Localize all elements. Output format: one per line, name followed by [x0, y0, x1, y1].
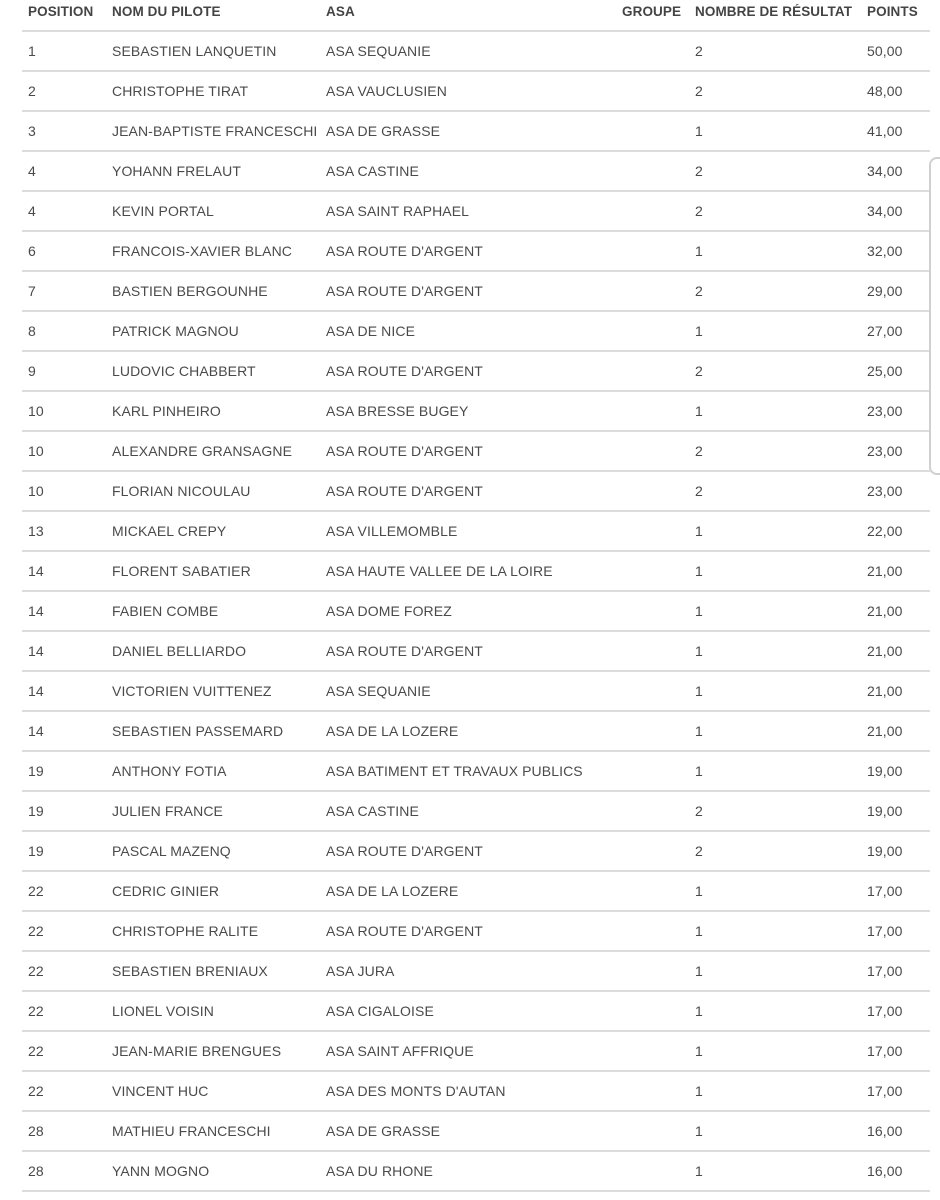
table-row[interactable] [22, 272, 930, 312]
cell-points: 29,00 [867, 283, 903, 299]
cell-pilote: PATRICK MAGNOU [112, 323, 239, 339]
cell-nombre-resultat: 2 [695, 843, 703, 859]
table-row[interactable] [22, 192, 930, 232]
cell-pilote: CHRISTOPHE RALITE [112, 923, 259, 939]
cell-points: 41,00 [867, 123, 903, 139]
cell-pilote: DANIEL BELLIARDO [112, 643, 247, 659]
cell-asa: ASA BATIMENT ET TRAVAUX PUBLICS [326, 763, 583, 779]
cell-pilote: KEVIN PORTAL [112, 203, 214, 219]
cell-nombre-resultat: 1 [695, 563, 703, 579]
cell-asa: ASA DE NICE [326, 323, 416, 339]
cell-points: 23,00 [867, 443, 903, 459]
cell-position: 14 [28, 723, 44, 739]
cell-points: 22,00 [867, 523, 903, 539]
cell-nombre-resultat: 2 [695, 163, 703, 179]
table-row[interactable] [22, 472, 930, 512]
cell-pilote: SEBASTIEN BRENIAUX [112, 963, 268, 979]
cell-nombre-resultat: 2 [695, 283, 703, 299]
cell-position: 14 [28, 683, 44, 699]
table-row[interactable] [22, 872, 930, 912]
table-row[interactable] [22, 1152, 930, 1192]
cell-pilote: FRANCOIS-XAVIER BLANC [112, 243, 292, 259]
cell-position: 22 [28, 923, 44, 939]
cell-nombre-resultat: 1 [695, 1083, 703, 1099]
table-row[interactable] [22, 992, 930, 1032]
cell-points: 16,00 [867, 1163, 903, 1179]
cell-nombre-resultat: 1 [695, 723, 703, 739]
cell-position: 9 [28, 363, 36, 379]
cell-asa: ASA VAUCLUSIEN [326, 83, 447, 99]
cell-nombre-resultat: 1 [695, 1003, 703, 1019]
cell-position: 22 [28, 1043, 44, 1059]
cell-nombre-resultat: 2 [695, 483, 703, 499]
cell-pilote: MATHIEU FRANCESCHI [112, 1123, 271, 1139]
cell-position: 22 [28, 1083, 44, 1099]
table-row[interactable] [22, 1112, 930, 1152]
cell-position: 22 [28, 963, 44, 979]
cell-pilote: JULIEN FRANCE [112, 803, 223, 819]
cell-nombre-resultat: 1 [695, 603, 703, 619]
cell-nombre-resultat: 2 [695, 803, 703, 819]
cell-asa: ASA CASTINE [326, 803, 419, 819]
header-groupe[interactable]: GROUPE [622, 4, 682, 19]
cell-pilote: CHRISTOPHE TIRAT [112, 83, 249, 99]
cell-points: 16,00 [867, 1123, 903, 1139]
cell-points: 17,00 [867, 963, 903, 979]
cell-asa: ASA ROUTE D'ARGENT [326, 843, 483, 859]
cell-points: 17,00 [867, 1003, 903, 1019]
cell-asa: ASA SEQUANIE [326, 43, 431, 59]
cell-position: 19 [28, 803, 44, 819]
cell-points: 17,00 [867, 1043, 903, 1059]
cell-asa: ASA SAINT RAPHAEL [326, 203, 470, 219]
cell-asa: ASA DES MONTS D'AUTAN [326, 1083, 506, 1099]
table-row[interactable] [22, 592, 930, 632]
cell-pilote: JEAN-BAPTISTE FRANCESCHI [112, 123, 318, 139]
table-row[interactable] [22, 152, 930, 192]
header-asa[interactable]: ASA [326, 4, 355, 19]
cell-nombre-resultat: 1 [695, 403, 703, 419]
cell-position: 28 [28, 1123, 44, 1139]
cell-pilote: KARL PINHEIRO [112, 403, 221, 419]
header-pilote[interactable]: NOM DU PILOTE [112, 4, 221, 19]
table-row[interactable] [22, 752, 930, 792]
cell-position: 14 [28, 563, 44, 579]
cell-asa: ASA ROUTE D'ARGENT [326, 443, 483, 459]
cell-points: 34,00 [867, 163, 903, 179]
cell-position: 10 [28, 403, 44, 419]
cell-nombre-resultat: 1 [695, 1043, 703, 1059]
cell-points: 19,00 [867, 803, 903, 819]
cell-position: 14 [28, 603, 44, 619]
table-row[interactable] [22, 672, 930, 712]
cell-pilote: YOHANN FRELAUT [112, 163, 241, 179]
cell-asa: ASA DE LA LOZERE [326, 723, 459, 739]
table-row[interactable] [22, 552, 930, 592]
cell-position: 13 [28, 523, 44, 539]
header-nombre-resultat[interactable]: NOMBRE DE RÉSULTAT [695, 4, 853, 19]
cell-pilote: SEBASTIEN PASSEMARD [112, 723, 284, 739]
cell-pilote: MICKAEL CREPY [112, 523, 227, 539]
cell-nombre-resultat: 1 [695, 963, 703, 979]
cell-pilote: PASCAL MAZENQ [112, 843, 231, 859]
cell-asa: ASA DE GRASSE [326, 1123, 441, 1139]
cell-position: 22 [28, 1003, 44, 1019]
table-row[interactable] [22, 112, 930, 152]
cell-points: 50,00 [867, 43, 903, 59]
cell-points: 21,00 [867, 683, 903, 699]
cell-nombre-resultat: 1 [695, 643, 703, 659]
cell-pilote: ANTHONY FOTIA [112, 763, 227, 779]
cell-asa: ASA DOME FOREZ [326, 603, 452, 619]
cell-asa: ASA ROUTE D'ARGENT [326, 243, 483, 259]
cell-position: 2 [28, 83, 36, 99]
table-row[interactable] [22, 952, 930, 992]
cell-asa: ASA JURA [326, 963, 395, 979]
cell-nombre-resultat: 2 [695, 363, 703, 379]
table-row[interactable] [22, 632, 930, 672]
cell-nombre-resultat: 2 [695, 43, 703, 59]
cell-points: 23,00 [867, 483, 903, 499]
cell-pilote: ALEXANDRE GRANSAGNE [112, 443, 293, 459]
table-row[interactable] [22, 352, 930, 392]
cell-position: 1 [28, 43, 36, 59]
cell-position: 4 [28, 163, 36, 179]
cell-asa: ASA ROUTE D'ARGENT [326, 643, 483, 659]
table-row[interactable] [22, 392, 930, 432]
cell-nombre-resultat: 2 [695, 203, 703, 219]
header-position[interactable]: POSITION [28, 4, 94, 19]
cell-asa: ASA ROUTE D'ARGENT [326, 363, 483, 379]
cell-points: 21,00 [867, 603, 903, 619]
cell-pilote: SEBASTIEN LANQUETIN [112, 43, 277, 59]
cell-position: 28 [28, 1163, 44, 1179]
cell-asa: ASA DE GRASSE [326, 123, 441, 139]
cell-nombre-resultat: 1 [695, 323, 703, 339]
cell-asa: ASA ROUTE D'ARGENT [326, 923, 483, 939]
cell-points: 23,00 [867, 403, 903, 419]
table-row[interactable] [22, 432, 930, 472]
cell-nombre-resultat: 1 [695, 1163, 703, 1179]
cell-points: 32,00 [867, 243, 903, 259]
cell-pilote: JEAN-MARIE BRENGUES [112, 1043, 282, 1059]
cell-pilote: LIONEL VOISIN [112, 1003, 214, 1019]
cell-nombre-resultat: 1 [695, 883, 703, 899]
side-panel-tab[interactable] [929, 157, 940, 475]
table-row[interactable] [22, 712, 930, 752]
table-row[interactable] [22, 232, 930, 272]
cell-nombre-resultat: 2 [695, 443, 703, 459]
cell-points: 17,00 [867, 883, 903, 899]
cell-position: 22 [28, 883, 44, 899]
cell-asa: ASA CIGALOISE [326, 1003, 434, 1019]
cell-nombre-resultat: 1 [695, 923, 703, 939]
cell-asa: ASA VILLEMOMBLE [326, 523, 458, 539]
ranking-table [22, 0, 930, 1192]
cell-position: 7 [28, 283, 36, 299]
cell-position: 4 [28, 203, 36, 219]
table-row[interactable] [22, 1032, 930, 1072]
table-body [22, 32, 930, 1192]
cell-points: 34,00 [867, 203, 903, 219]
cell-nombre-resultat: 1 [695, 683, 703, 699]
cell-asa: ASA CASTINE [326, 163, 419, 179]
cell-pilote: FABIEN COMBE [112, 603, 219, 619]
cell-position: 19 [28, 843, 44, 859]
cell-nombre-resultat: 2 [695, 83, 703, 99]
cell-points: 48,00 [867, 83, 903, 99]
cell-points: 19,00 [867, 843, 903, 859]
cell-points: 25,00 [867, 363, 903, 379]
table-row[interactable] [22, 72, 930, 112]
cell-position: 10 [28, 483, 44, 499]
cell-pilote: CEDRIC GINIER [112, 883, 220, 899]
cell-position: 10 [28, 443, 44, 459]
cell-asa: ASA DE LA LOZERE [326, 883, 459, 899]
cell-pilote: FLORENT SABATIER [112, 563, 251, 579]
cell-nombre-resultat: 1 [695, 123, 703, 139]
cell-asa: ASA BRESSE BUGEY [326, 403, 469, 419]
cell-points: 19,00 [867, 763, 903, 779]
table-row[interactable] [22, 832, 930, 872]
cell-asa: ASA ROUTE D'ARGENT [326, 283, 483, 299]
cell-nombre-resultat: 1 [695, 1123, 703, 1139]
cell-pilote: LUDOVIC CHABBERT [112, 363, 256, 379]
cell-points: 17,00 [867, 1083, 903, 1099]
table-row[interactable] [22, 912, 930, 952]
cell-asa: ASA ROUTE D'ARGENT [326, 483, 483, 499]
cell-pilote: FLORIAN NICOULAU [112, 483, 251, 499]
cell-pilote: VINCENT HUC [112, 1083, 209, 1099]
cell-asa: ASA SAINT AFFRIQUE [326, 1043, 474, 1059]
cell-asa: ASA HAUTE VALLEE DE LA LOIRE [326, 563, 553, 579]
cell-nombre-resultat: 1 [695, 763, 703, 779]
cell-asa: ASA DU RHONE [326, 1163, 433, 1179]
table-row[interactable] [22, 512, 930, 552]
cell-nombre-resultat: 1 [695, 523, 703, 539]
cell-nombre-resultat: 1 [695, 243, 703, 259]
cell-pilote: YANN MOGNO [112, 1163, 210, 1179]
cell-pilote: VICTORIEN VUITTENEZ [112, 683, 272, 699]
cell-points: 17,00 [867, 923, 903, 939]
table-row[interactable] [22, 792, 930, 832]
cell-pilote: BASTIEN BERGOUNHE [112, 283, 268, 299]
cell-position: 19 [28, 763, 44, 779]
table-header [22, 0, 930, 32]
cell-position: 14 [28, 643, 44, 659]
header-points[interactable]: POINTS [867, 4, 918, 19]
cell-points: 21,00 [867, 563, 903, 579]
cell-points: 27,00 [867, 323, 903, 339]
table-row[interactable] [22, 1072, 930, 1112]
cell-position: 8 [28, 323, 36, 339]
cell-points: 21,00 [867, 643, 903, 659]
cell-asa: ASA SEQUANIE [326, 683, 431, 699]
table-row[interactable] [22, 312, 930, 352]
cell-points: 21,00 [867, 723, 903, 739]
cell-position: 3 [28, 123, 36, 139]
cell-position: 6 [28, 243, 36, 259]
table-row[interactable] [22, 32, 930, 72]
